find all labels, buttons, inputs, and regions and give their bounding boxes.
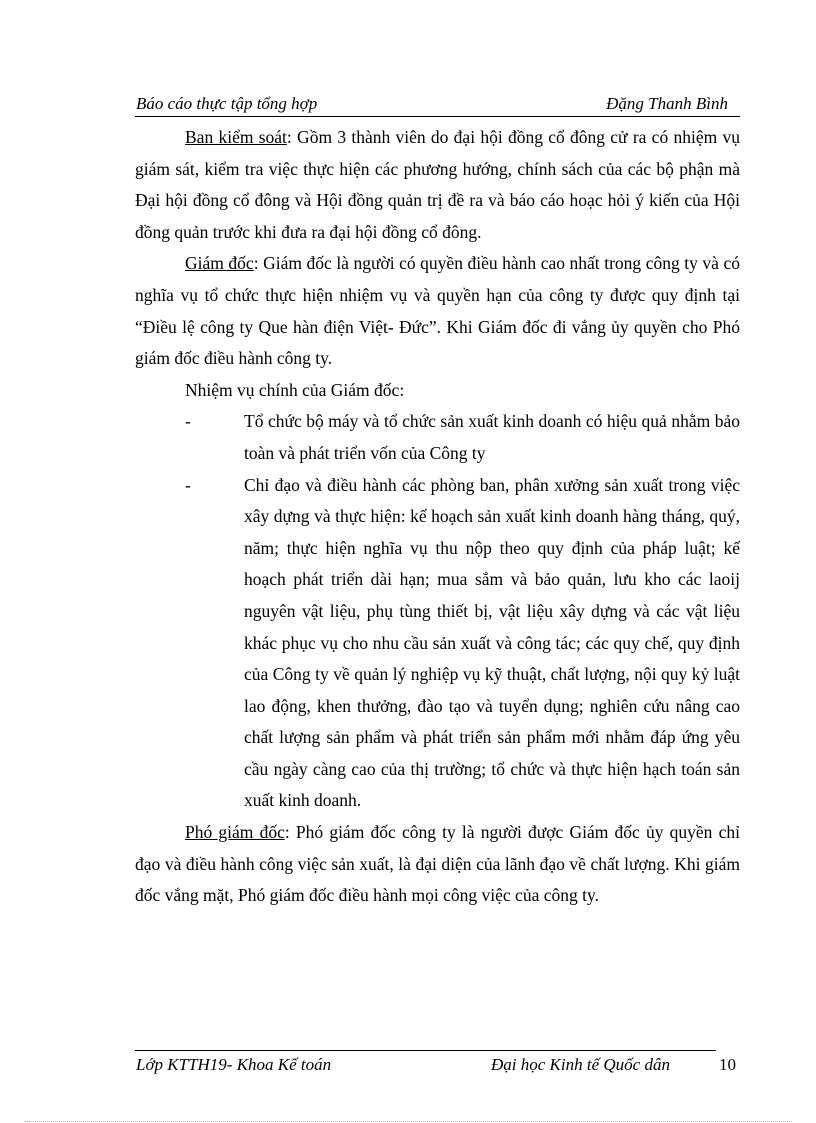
list-item-text: Chỉ đạo và điều hành các phòng ban, phân xưởng sản xuất trong việc xây dựng và thực hiện: kế hoạch sản xuất kinh doanh hàng tháng, quý, năm; thực hiện nghĩa vụ thu nộp theo quy định của pháp luật; kế hoạch phát triển dài hạn; mua sắm và bảo quản, lưu kho các laoij nguyên vật liệu, phụ tùng thiết bị, vật liệu xây dựng và các vật liệu khác phục vụ cho nhu cầu sản xuất và công tác; các quy chế, quy định của Công ty về quản lý nghiệp vụ kỹ thuật, chất lượng, nội quy kỷ luật lao động, khen thưởng, đào tạo và tuyển dụng; nghiên cứu nâng cao chất lượng sản phẩm và phát triển sản phẩm mới nhằm đáp ứng yêu cầu ngày càng cao của thị trường; tổ chức và thực hiện hạch toán sản xuất kinh doanh.: [244, 474, 740, 811]
pho-giam-doc-label: Phó giám đốc: [185, 822, 285, 843]
page-number: 10: [719, 1055, 736, 1074]
page-edge-divider: [24, 1121, 792, 1122]
giam-doc-label: Giám đốc: [185, 253, 254, 274]
body-text: [135, 122, 740, 912]
ban-kiem-soat-label: Ban kiểm soát: [185, 127, 287, 147]
footer-divider: [135, 1050, 716, 1051]
footer-class: Lớp KTTH19- Khoa Kế toán: [136, 1055, 332, 1074]
paragraph-ban-kiem-soat: [135, 122, 740, 248]
footer-university: Đại học Kinh tế Quốc dân: [491, 1055, 670, 1074]
giam-doc-text: : Giám đốc là người có quyền điều hành cao nhất trong công ty và có nghĩa vụ tổ chức thực hiện nhiệm vụ và quyền hạn của công ty được quy định tại “Điều lệ công ty Que hàn điện Việt- Đức”. Khi Giám đốc đi vắng ủy quyền cho Phó giám đốc điều hành công ty.: [135, 253, 740, 369]
header-author: Đặng Thanh Bình: [606, 94, 728, 113]
page-header: [135, 92, 740, 117]
header-title: Báo cáo thực tập tổng hợp: [136, 94, 318, 113]
ban-kiem-soat-text: : Gồm 3 thành viên do đại hội đồng cổ đông cử ra có nhiệm vụ giám sát, kiểm tra việc thực hiện các phương hướng, chính sách của các bộ phận mà Đại hội đồng cổ đông và Hội đồng quản trị đề ra và báo cáo hoạc hỏi ý kiến của Hội đồng quản trước khi đưa ra đại hội đồng cổ đông.: [135, 127, 740, 242]
list-item: [135, 406, 740, 469]
paragraph-pho-giam-doc: [135, 817, 740, 912]
paragraph-nhiem-vu: Nhiệm vụ chính của Giám đốc:: [185, 379, 405, 400]
list-item-text: Tổ chức bộ máy và tổ chức sản xuất kinh doanh có hiệu quả nhằm bảo toàn và phát triển vốn của Công ty: [244, 411, 740, 463]
bullet-dash: -: [185, 474, 191, 495]
duty-list: [135, 406, 740, 817]
paragraph-giam-doc: [135, 248, 740, 374]
bullet-dash: -: [185, 411, 191, 432]
page-footer: [135, 1052, 740, 1078]
list-item: [135, 470, 740, 818]
pho-giam-doc-text: : Phó giám đốc công ty là người được Giám đốc ủy quyền chỉ đạo và điều hành công việc sản xuất, là đại diện của lãnh đạo về chất lượng. Khi giám đốc vắng mặt, Phó giám đốc điều hành mọi công việc của công ty.: [135, 822, 740, 906]
